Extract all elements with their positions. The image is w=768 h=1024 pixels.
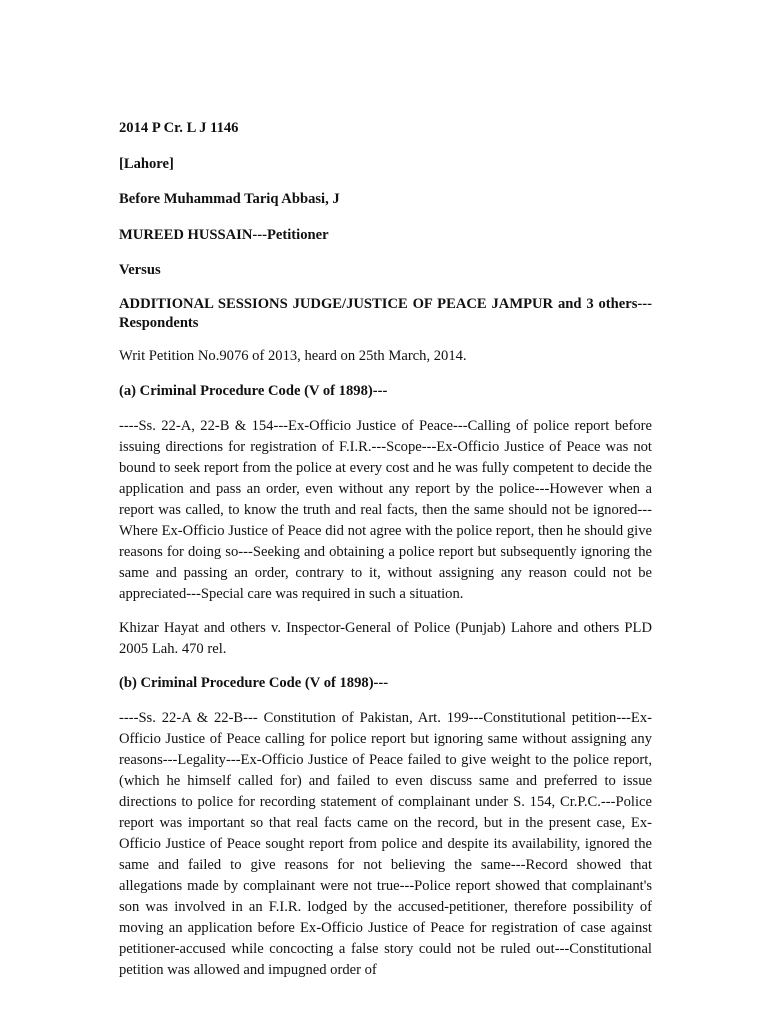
headnote-paragraph-b: ----Ss. 22-A & 22-B--- Constitution of Pakistan, Art. 199---Constitutional petition---Ex-Officio Justice of Peace calling for police report but ignoring same without assigning any reasons---Legality---Ex-Officio Justice of Peace failed to give weight to the police report, (which he himself called for) and failed to even discuss same and preferred to issue directions to police for recording statement of complainant under S. 154, Cr.P.C.---Police report was important so that real facts came on the record, but in the present case, Ex-Officio Justice of Peace sought report from police and despite its availability, ignored the same and failed to give reasons for not believing the same---Record showed that allegations made by complainant were not true---Police report showed that complainant's son was involved in an F.I.R. lodged by the accused-petitioner, therefore possibility of moving an application before Ex-Officio Justice of Peace for registration of case against petitioner-accused while concocting a false story could not be ruled out---Constitutional petition was allowed and impugned order of <box>119 710 652 978</box>
citation: 2014 P Cr. L J 1146 <box>119 120 239 136</box>
court-name: [Lahore] <box>119 156 174 172</box>
respondents: ADDITIONAL SESSIONS JUDGE/JUSTICE OF PEACE JAMPUR and 3 others---Respondents <box>119 296 652 331</box>
headnote-paragraph-a: ----Ss. 22-A, 22-B & 154---Ex-Officio Justice of Peace---Calling of police report before issuing directions for registration of F.I.R.---Scope---Ex-Officio Justice of Peace was not bound to seek report from the police at every cost and he was fully competent to decide the application and pass an order, even without any report by the police---However when a report was called, to know the truth and real facts, then the same should not be ignored---Where Ex-Officio Justice of Peace did not agree with the police report, then he should give reasons for doing so---Seeking and obtaining a police report but subsequently ignoring the same and passing an order, contrary to it, without assigning any reason could not be appreciated---Special care was required in such a situation. <box>119 418 652 602</box>
bench: Before Muhammad Tariq Abbasi, J <box>119 191 340 207</box>
petitioner: MUREED HUSSAIN---Petitioner <box>119 227 329 243</box>
section-heading-a: (a) Criminal Procedure Code (V of 1898)--- <box>119 383 388 399</box>
case-reference-a: Khizar Hayat and others v. Inspector-General of Police (Punjab) Lahore and others PLD 2005 Lah. 470 rel. <box>119 620 652 657</box>
case-info: Writ Petition No.9076 of 2013, heard on 25th March, 2014. <box>119 348 467 364</box>
section-heading-b: (b) Criminal Procedure Code (V of 1898)--- <box>119 675 389 691</box>
versus-label: Versus <box>119 262 161 278</box>
